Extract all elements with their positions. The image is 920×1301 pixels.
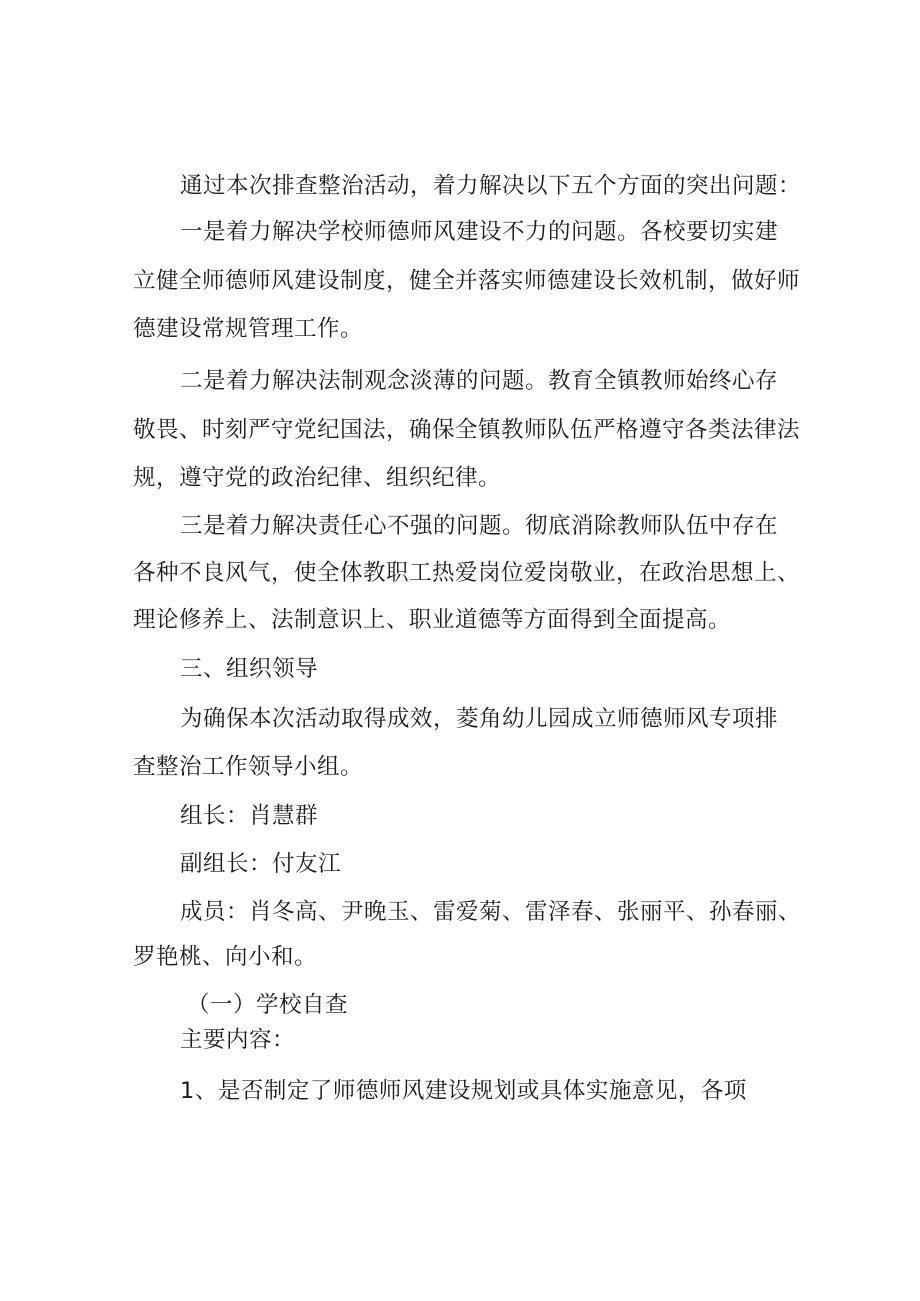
paragraph-line: 立健全师德师风建设制度，健全并落实师德建设长效机制，做好师 <box>133 268 801 294</box>
group-leader-line: 组长：肖慧群 <box>180 803 319 829</box>
paragraph-line: 一是着力解决学校师德师风建设不力的问题。各校要切实建 <box>180 219 779 245</box>
members-line: 成员：肖冬高、尹晚玉、雷爱菊、雷泽春、张丽平、孙春丽、 <box>180 899 802 925</box>
list-item: 1、是否制定了师德师风建设规划或具体实施意见，各项 <box>180 1078 747 1104</box>
deputy-leader-line: 副组长：付友江 <box>180 851 342 877</box>
paragraph-line: 德建设常规管理工作。 <box>133 316 364 342</box>
paragraph-line: 二是着力解决法制观念淡薄的问题。教育全镇教师始终心存 <box>180 368 779 394</box>
paragraph-line: 为确保本次活动取得成效，菱角幼儿园成立师德师风专项排 <box>180 706 779 732</box>
subsection-heading: （一）学校自查 <box>187 992 349 1018</box>
paragraph-line: 通过本次排查整治活动，着力解决以下五个方面的突出问题： <box>180 173 802 199</box>
paragraph-line: 敬畏、时刻严守党纪国法，确保全镇教师队伍严格遵守各类法律法 <box>133 417 801 443</box>
members-line: 罗艳桃、向小和。 <box>133 944 318 970</box>
paragraph-line: 理论修养上、法制意识上、职业道德等方面得到全面提高。 <box>133 607 732 633</box>
paragraph-line: 三是着力解决责任心不强的问题。彻底消除教师队伍中存在 <box>180 513 779 539</box>
section-heading: 三、组织领导 <box>180 656 319 682</box>
paragraph-line: 规，遵守党的政治纪律、组织纪律。 <box>133 465 502 491</box>
paragraph-line: 查整治工作领导小组。 <box>133 754 364 780</box>
paragraph-line: 主要内容： <box>180 1027 296 1053</box>
paragraph-line: 各种不良风气，使全体教职工热爱岗位爱岗敬业，在政治思想上、 <box>133 560 801 586</box>
